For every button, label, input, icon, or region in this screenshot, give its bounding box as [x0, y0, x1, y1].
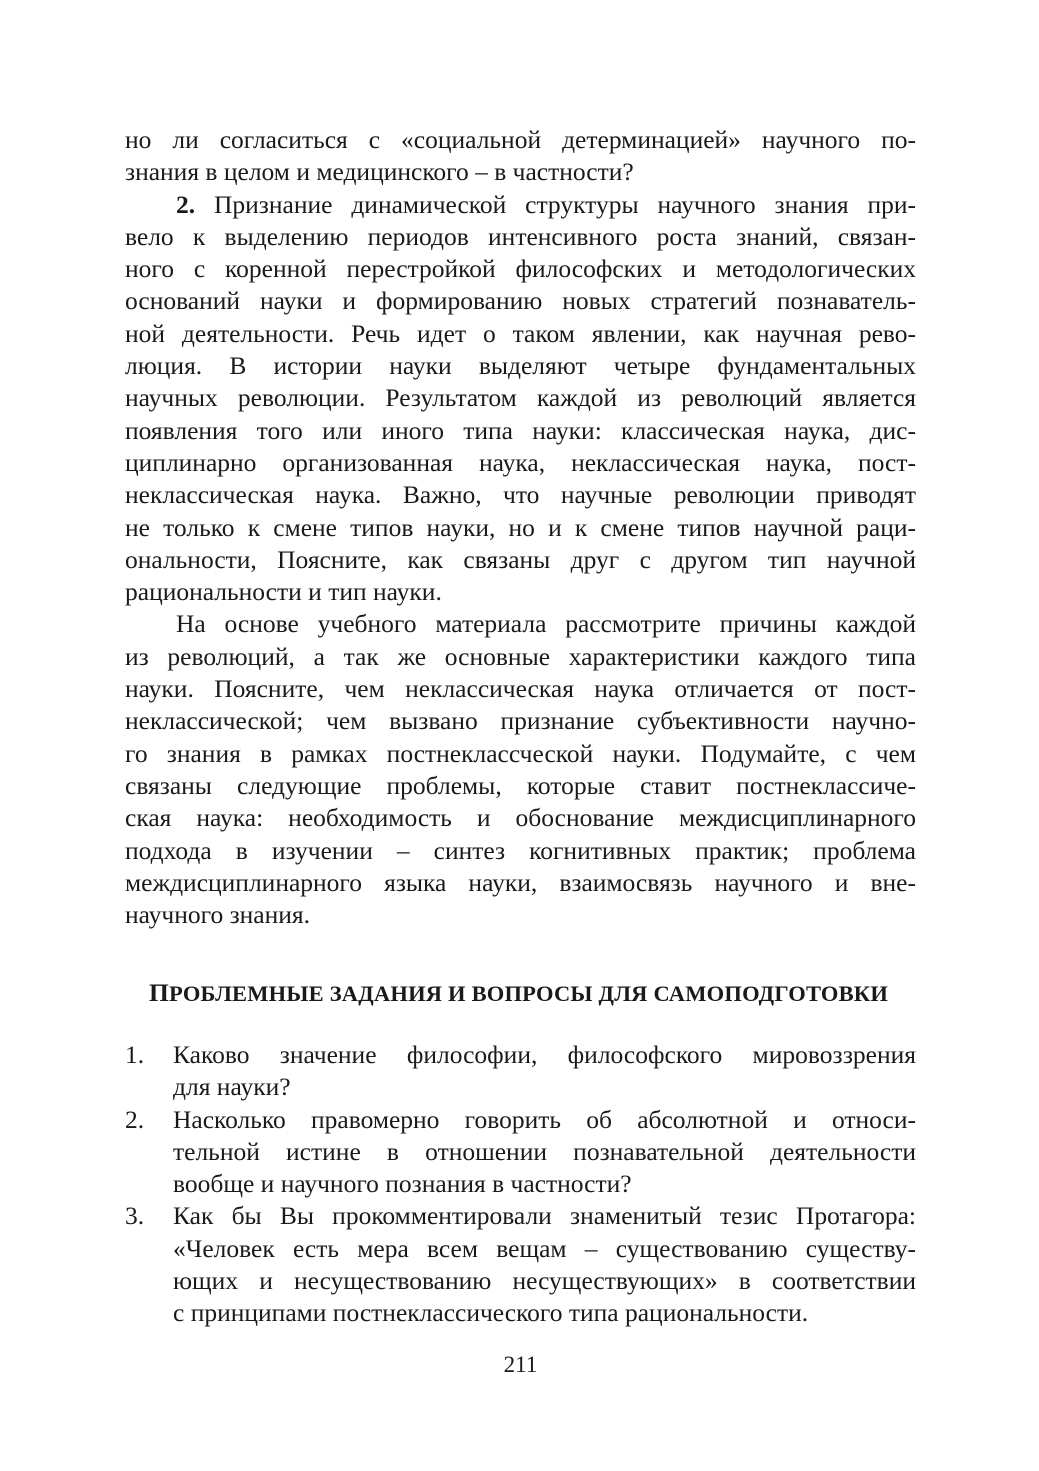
text-line: вело к выделению периодов интенсивного роста знаний, связан- — [125, 221, 916, 251]
text-line: но ли согласиться с «социальной детерминацией» научного по- — [125, 125, 916, 154]
paragraph-3 — [125, 608, 916, 931]
text-line: тельной истине в отношении познавательной деятельности — [173, 1136, 916, 1166]
question-number: 1. — [125, 1040, 145, 1069]
text-line: ного с коренной перестройкой философских и методологических — [125, 254, 916, 284]
text-line: не только к смене типов науки, но и к смене типов научной раци- — [125, 512, 916, 542]
text-line: Как бы Вы прокомментировали знаменитый тезис Протагора: — [173, 1201, 916, 1231]
text-line: оснований науки и формированию новых стратегий познаватель- — [125, 286, 916, 316]
section-heading-rest: РОБЛЕМНЫЕ ЗАДАНИЯ И ВОПРОСЫ ДЛЯ САМОПОДГОТОВКИ — [169, 981, 889, 1006]
text-line: На основе учебного материала рассмотрите причины каждой — [176, 609, 916, 639]
text-line: рациональности и тип науки. — [125, 577, 442, 607]
section-heading — [149, 978, 888, 1008]
text-line: подхода в изучении – синтез когнитивных практик; проблема — [125, 835, 916, 865]
text-line: для науки? — [173, 1072, 291, 1102]
list-item — [125, 1104, 916, 1201]
text-line: ной деятельности. Речь идет о таком явлении, как научная рево- — [125, 318, 916, 348]
list-item — [125, 1039, 916, 1104]
text-line: междисциплинарного языка науки, взаимосвязь научного и вне- — [125, 867, 916, 897]
question-number: 3. — [125, 1201, 145, 1231]
text-line: неклассической; чем вызвано признание субъективности научно- — [125, 706, 916, 736]
paragraph-number: 2. — [176, 189, 196, 219]
section-heading-initial: П — [149, 978, 170, 1007]
text-line: «Человек есть мера всем вещам – существованию существу- — [173, 1233, 916, 1263]
text-line: вообще и научного познания в частности? — [173, 1169, 632, 1199]
text-line: научных революции. Результатом каждой из революций является — [125, 383, 916, 413]
text-line: циплинарно организованная наука, неклассическая наука, пост- — [125, 447, 916, 477]
text-line: ональности, Поясните, как связаны друг с другом тип научной — [125, 544, 916, 574]
paragraph-2 — [125, 189, 916, 609]
text-line: неклассическая наука. Важно, что научные революции приводят — [125, 480, 916, 510]
text-line: ющих и несуществованию несуществующих» в соответствии — [173, 1266, 916, 1296]
text-line: знания в целом и медицинского – в частности? — [125, 157, 634, 187]
text-line: Каково значение философии, философского мировоззрения — [173, 1040, 916, 1069]
text-line — [125, 189, 916, 221]
text-line: из революций, а так же основные характеристики каждого типа — [125, 641, 916, 671]
text-line: появления того или иного типа науки: классическая наука, дис- — [125, 415, 916, 445]
text-line-content: Признание динамической структуры научного знания при- — [214, 189, 917, 219]
book-page — [125, 124, 916, 1414]
text-line: с принципами постнеклассического типа рациональности. — [173, 1298, 809, 1328]
text-line: научного знания. — [125, 900, 311, 930]
text-line: Насколько правомерно говорить об абсолютной и относи- — [173, 1104, 916, 1134]
text-line: ская наука: необходимость и обоснование междисциплинарного — [125, 803, 916, 833]
question-number: 2. — [125, 1104, 145, 1134]
page-number: 211 — [503, 1352, 538, 1377]
paragraph-continued — [125, 124, 916, 189]
text-line: науки. Поясните, чем неклассическая наука отличается от пост- — [125, 674, 916, 704]
text-line: го знания в рамках постнеклассческой науки. Подумайте, с чем — [125, 738, 916, 768]
questions-list — [125, 1039, 916, 1330]
text-line: связаны следующие проблемы, которые ставит постнеклассиче- — [125, 770, 916, 800]
text-line: люция. В истории науки выделяют четыре фундаментальных — [125, 351, 916, 381]
list-item — [125, 1200, 916, 1329]
